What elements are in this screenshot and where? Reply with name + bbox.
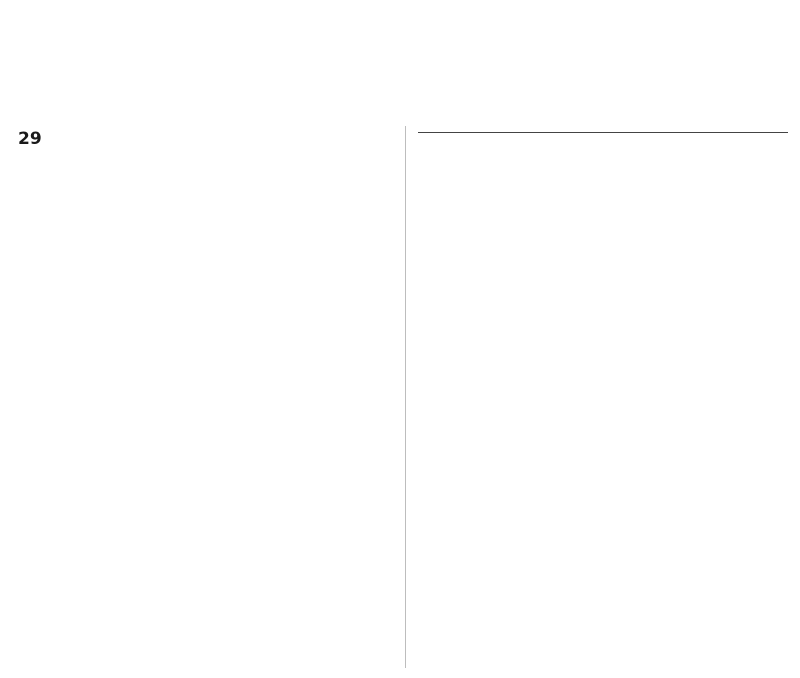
column-divider	[405, 126, 406, 668]
left-column-text	[18, 126, 394, 153]
headline	[14, 12, 786, 108]
right-column	[418, 126, 788, 668]
left-column	[18, 126, 394, 668]
dateline-number: 29	[18, 129, 42, 149]
subheadline	[418, 126, 788, 133]
